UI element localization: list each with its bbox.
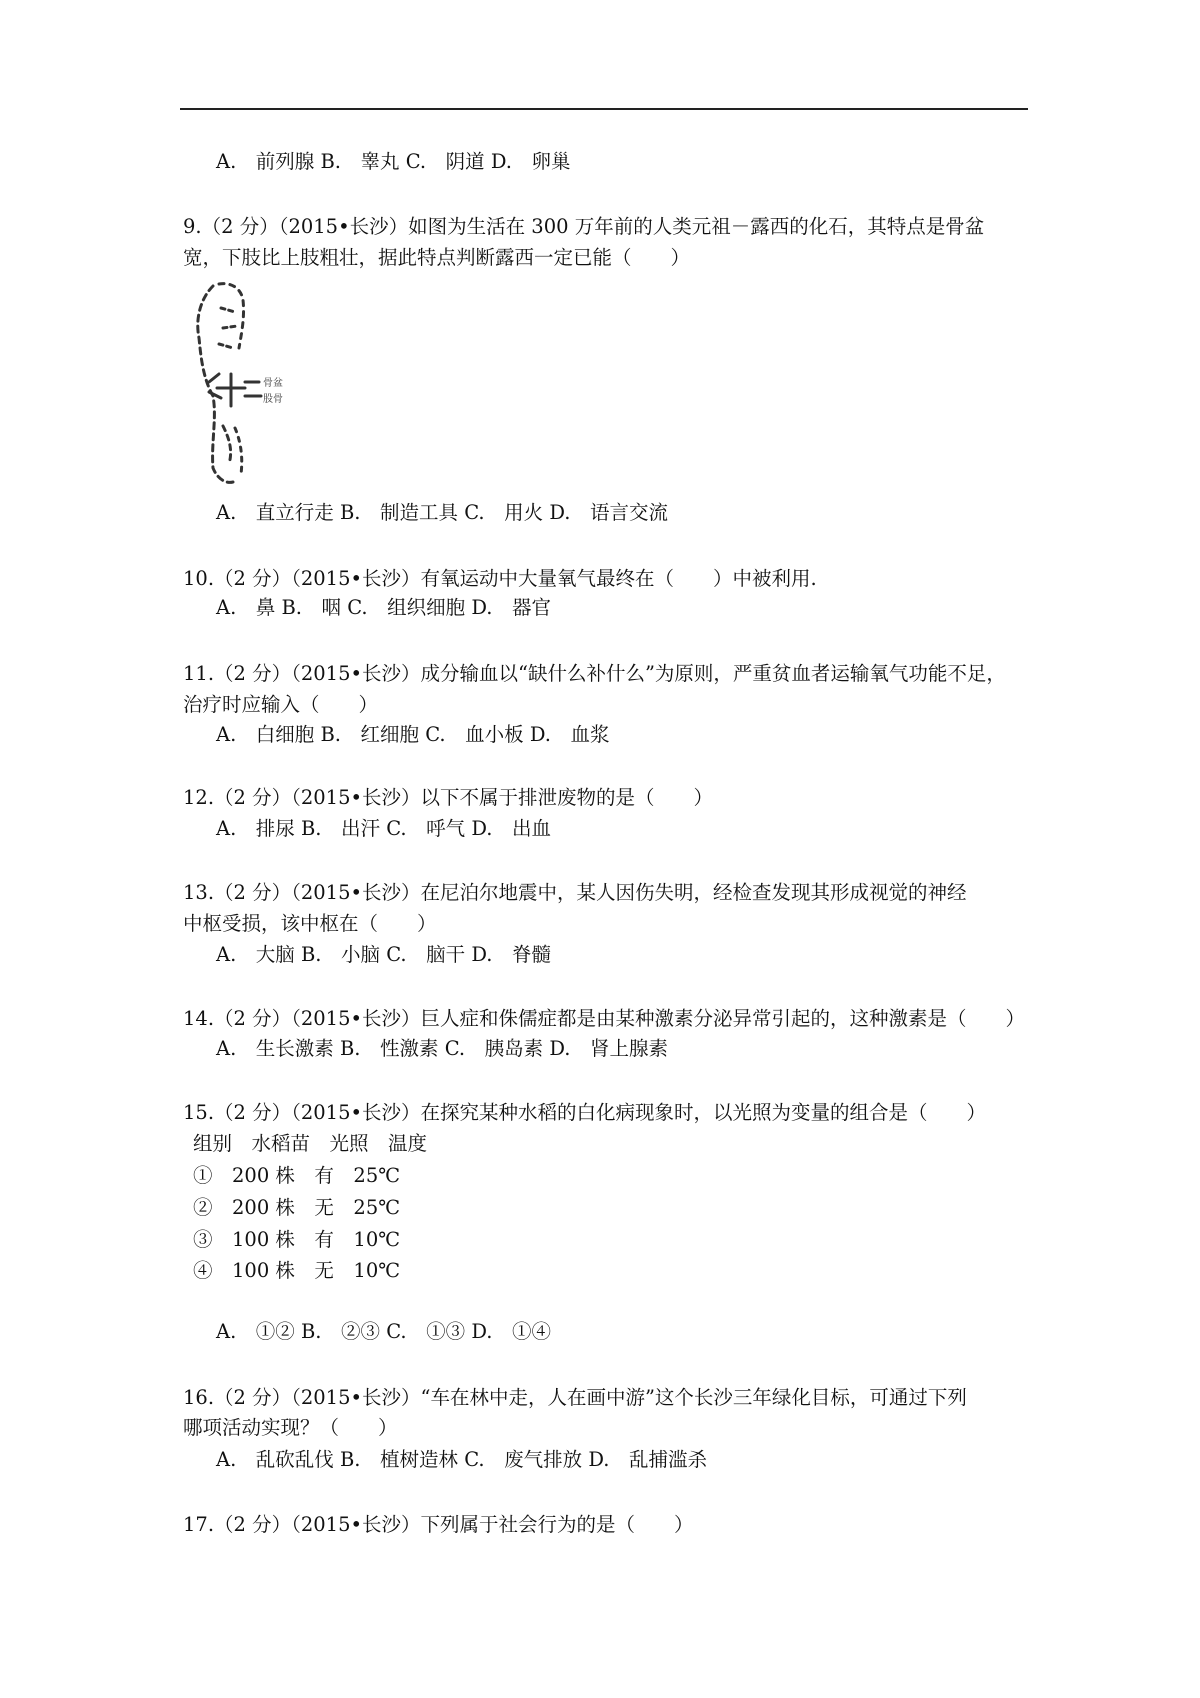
q11-options: A. 白细胞 B. 红细胞 C. 血小板 D. 血浆 [216, 723, 610, 746]
q14-stem-line1: 14.（2 分）（2015•长沙）巨人症和侏儒症都是由某种激素分泌异常引起的，这种激素是（ ） [183, 1007, 1025, 1030]
q10-stem-line1: 10.（2 分）（2015•长沙）有氧运动中大量氧气最终在（ ）中被利用. [183, 567, 817, 590]
q9-stem-line2: 宽，下肢比上肢粗壮，据此特点判断露西一定已能（ ） [183, 246, 691, 269]
q12-options: A. 排尿 B. 出汗 C. 呼气 D. 出血 [216, 817, 551, 840]
lucy-fossil-figure [183, 278, 311, 490]
q17-stem-line1: 17.（2 分）（2015•长沙）下列属于社会行为的是（ ） [183, 1513, 694, 1536]
q8-options: A. 前列腺 B. 睾丸 C. 阴道 D. 卵巢 [216, 150, 571, 173]
q10-options: A. 鼻 B. 咽 C. 组织细胞 D. 器官 [216, 596, 551, 619]
q11-stem-line1: 11.（2 分）（2015•长沙）成分输血以“缺什么补什么”为原则，严重贫血者运输氧气功能不足， [183, 662, 1006, 685]
fossil-label-pelvis: 骨盆 [263, 378, 283, 389]
q9-options: A. 直立行走 B. 制造工具 C. 用火 D. 语言交流 [216, 501, 668, 524]
q13-stem-line1: 13.（2 分）（2015•长沙）在尼泊尔地震中，某人因伤失明，经检查发现其形成视觉的神经 [183, 881, 967, 904]
q15-table-row: ④ 100 株 无 10℃ [193, 1259, 401, 1282]
q12-stem-line1: 12.（2 分）（2015•长沙）以下不属于排泄废物的是（ ） [183, 786, 713, 809]
q16-stem-line2: 哪项活动实现？（ ） [183, 1416, 398, 1439]
q15-table-row: ① 200 株 有 25℃ [193, 1164, 401, 1187]
header-rule [180, 108, 1028, 110]
q13-stem-line2: 中枢受损，该中枢在（ ） [183, 912, 437, 935]
q15-table-row: ③ 100 株 有 10℃ [193, 1228, 401, 1251]
q11-stem-line2: 治疗时应输入（ ） [183, 693, 379, 716]
q15-stem-line1: 15.（2 分）（2015•长沙）在探究某种水稻的白化病现象时，以光照为变量的组合是（ ） [183, 1101, 986, 1124]
q15-table-row: ② 200 株 无 25℃ [193, 1196, 401, 1219]
q15-table-header: 组别 水稻苗 光照 温度 [193, 1132, 428, 1155]
q9-stem-line1: 9.（2 分）（2015•长沙）如图为生活在 300 万年前的人类元祖－露西的化石，其特点是骨盆 [183, 215, 985, 238]
q16-options: A. 乱砍乱伐 B. 植树造林 C. 废气排放 D. 乱捕滥杀 [216, 1448, 707, 1471]
q16-stem-line1: 16.（2 分）（2015•长沙）“车在林中走，人在画中游”这个长沙三年绿化目标，可通过下列 [183, 1386, 967, 1409]
fossil-label-femur: 股骨 [263, 394, 283, 405]
q14-options: A. 生长激素 B. 性激素 C. 胰岛素 D. 肾上腺素 [216, 1037, 668, 1060]
q15-options: A. ①② B. ②③ C. ①③ D. ①④ [216, 1320, 551, 1343]
q13-options: A. 大脑 B. 小脑 C. 脑干 D. 脊髓 [216, 943, 551, 966]
